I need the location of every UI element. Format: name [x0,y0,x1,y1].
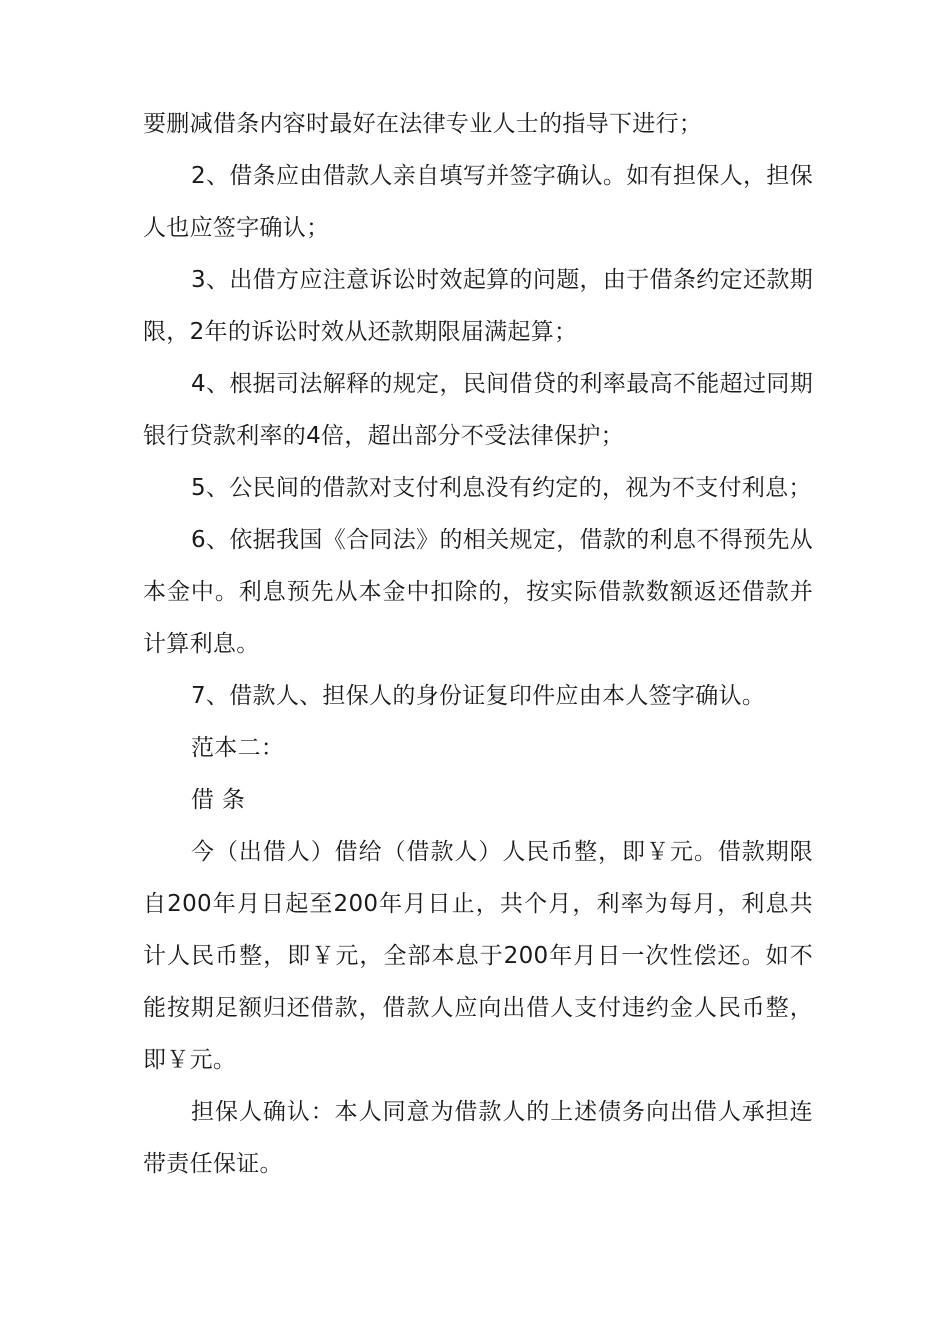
paragraph-item-5: 5、公民间的借款对支付利息没有约定的，视为不支付利息； [191,475,812,501]
paragraph-item-4: 4、根据司法解释的规定，民间借贷的利率最高不能超过同期银行贷款利率的4倍，超出部分不受法律保护； [143,371,813,449]
paragraph-item-7: 7、借款人、担保人的身份证复印件应由本人签字确认。 [191,683,766,709]
paragraph-item-2: 2、借条应由借款人亲自填写并签字确认。如有担保人，担保人也应签字确认； [143,163,813,241]
document-body [143,98,813,1190]
section-heading-template-two: 范本二： [191,735,285,761]
iou-title: 借 条 [191,787,246,813]
paragraph-item-3: 3、出借方应注意诉讼时效起算的问题，由于借条约定还款期限，2年的诉讼时效从还款期限届满起算； [143,267,813,345]
guarantor-confirmation: 担保人确认：本人同意为借款人的上述债务向出借人承担连带责任保证。 [143,1099,813,1177]
paragraph-continuation: 要删减借条内容时最好在法律专业人士的指导下进行； [143,111,703,137]
paragraph-item-6: 6、依据我国《合同法》的相关规定，借款的利息不得预先从本金中。利息预先从本金中扣除的，按实际借款数额返还借款并计算利息。 [143,527,813,657]
iou-body: 今（出借人）借给（借款人）人民币整，即￥元。借款期限自200年月日起至200年月日止，共个月，利率为每月，利息共计人民币整，即￥元，全部本息于200年月日一次性偿还。如不能按期足额归还借款，借款人应向出借人支付违约金人民币整，即￥元。 [143,839,813,1073]
